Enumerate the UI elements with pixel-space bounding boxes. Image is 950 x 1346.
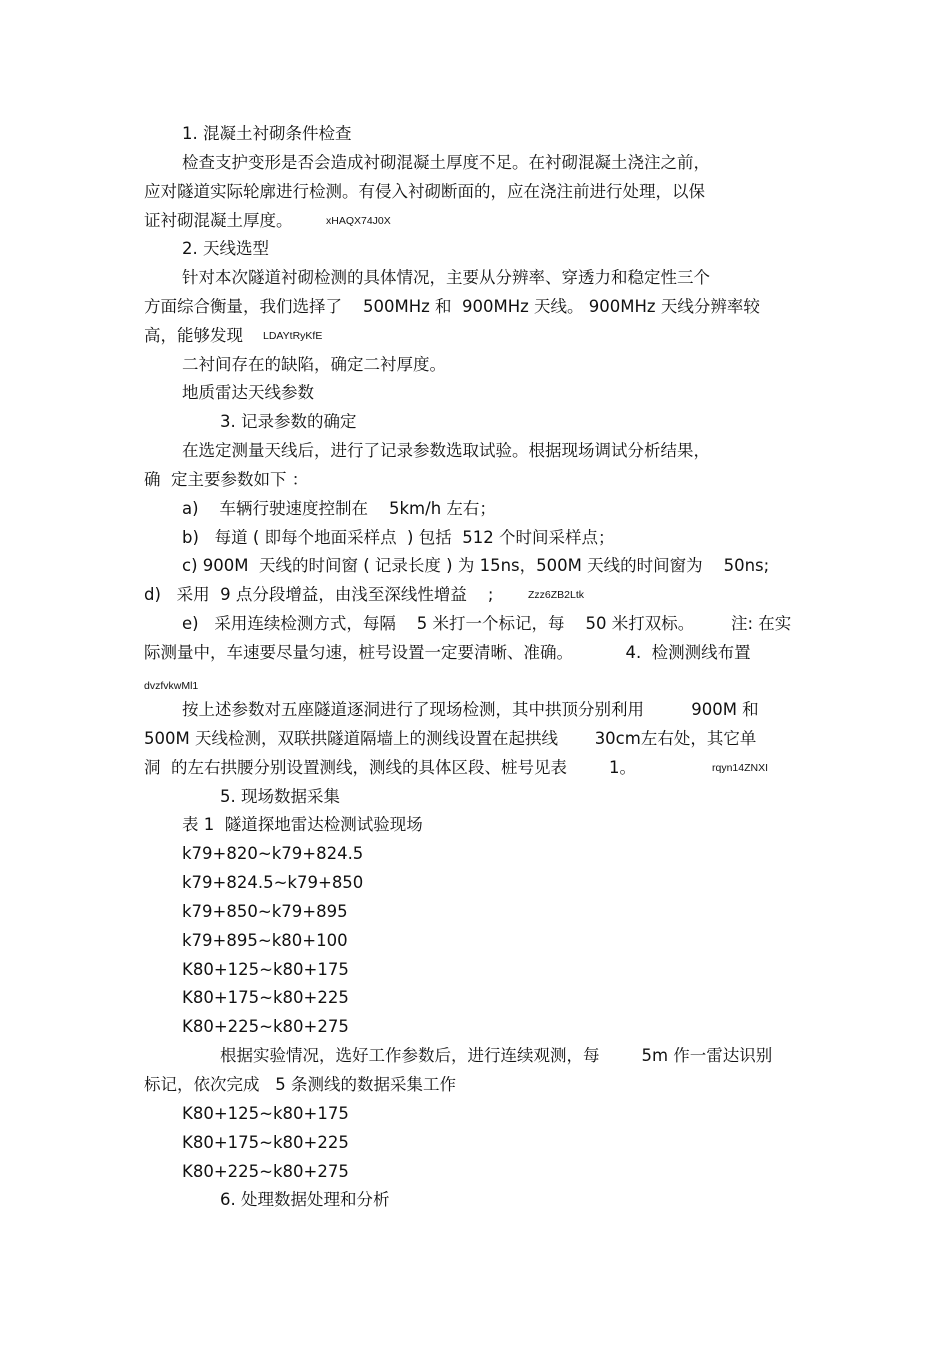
- stake-7: K80+225~k80+275: [182, 1017, 349, 1036]
- item-e-line-2: 际测量中，车速要尽量匀速，桩号设置一定要清晰、准确。 4. 检测测线布置: [144, 643, 751, 662]
- section-4-code: rqyn14ZNXI: [712, 762, 769, 774]
- item-d: d) 采用 9 点分段增益，由浅至深线性增益 ;: [144, 585, 494, 604]
- item-a: a) 车辆行驶速度控制在 5km/h 左右；: [182, 499, 496, 518]
- table-1-title: 表 1 隧道探地雷达检测试验现场: [182, 815, 423, 834]
- stake-8: K80+125~k80+175: [182, 1104, 349, 1123]
- section-2-line-2: 方面综合衡量，我们选择了 500MHz 和 900MHz 天线。 900MHz 天线分辨率较: [144, 297, 760, 316]
- section-6-heading: 6. 处理数据处理和分析: [220, 1190, 390, 1209]
- section-4-line-1: 按上述参数对五座隧道逐洞进行了现场检测，其中拱顶分别利用 900M 和: [182, 700, 759, 719]
- stake-9: K80+175~k80+225: [182, 1133, 349, 1152]
- section-3-line-2: 确 定主要参数如下 ：: [144, 470, 309, 489]
- stake-6: K80+175~k80+225: [182, 988, 349, 1007]
- stake-4: k79+895~k80+100: [182, 931, 348, 950]
- item-b: b) 每道 ( 即每个地面采样点 ) 包括 512 个时间采样点；: [182, 528, 615, 547]
- section-2-heading: 2. 天线选型: [182, 239, 269, 258]
- section-3-line-1: 在选定测量天线后，进行了记录参数选取试验。根据现场调试分析结果，: [182, 441, 710, 460]
- section-4-line-2: 500M 天线检测，双联拱隧道隔墙上的测线设置在起拱线 30cm左右处，其它单: [144, 729, 757, 748]
- section-2-code: LDAYtRyKfE: [263, 330, 323, 342]
- section-5-para-line-2: 标记，依次完成 5 条测线的数据采集工作: [144, 1075, 456, 1094]
- section-3-heading: 3. 记录参数的确定: [220, 412, 357, 431]
- item-c: c) 900M 天线的时间窗 ( 记录长度 ) 为 15ns，500M 天线的时间窗为 50ns;: [182, 556, 770, 575]
- section-1-line-3: 证衬砌混凝土厚度。: [144, 211, 293, 230]
- section-1-line-2: 应对隧道实际轮廓进行检测。有侵入衬砌断面的，应在浇注前进行处理，以保: [144, 182, 705, 201]
- stake-2: k79+824.5~k79+850: [182, 873, 364, 892]
- stake-10: K80+225~k80+275: [182, 1162, 349, 1181]
- section-1-code: xHAQX74J0X: [326, 215, 391, 227]
- stake-1: k79+820~k79+824.5: [182, 844, 364, 863]
- section-2-line-3: 高，能够发现: [144, 326, 243, 345]
- section-1-line-1: 检查支护变形是否会造成衬砌混凝土厚度不足。在衬砌混凝土浇注之前，: [182, 153, 710, 172]
- section-2-line-1: 针对本次隧道衬砌检测的具体情况，主要从分辨率、穿透力和稳定性三个: [182, 268, 710, 287]
- section-1-heading: 1. 混凝土衬砌条件检查: [182, 124, 352, 143]
- section-2-subtitle: 地质雷达天线参数: [182, 383, 314, 402]
- section-5-heading: 5. 现场数据采集: [220, 787, 340, 806]
- stake-3: k79+850~k79+895: [182, 902, 348, 921]
- section-2-line-4: 二衬间存在的缺陷，确定二衬厚度。: [182, 355, 446, 374]
- item-e-line-1: e) 采用连续检测方式，每隔 5 米打一个标记，每 50 米打双标。 注: 在实: [182, 614, 792, 633]
- stake-5: K80+125~k80+175: [182, 960, 349, 979]
- section-4-line-3: 洞 的左右拱腰分别设置测线，测线的具体区段、桩号见表 1。: [144, 758, 636, 777]
- item-e-code: dvzfvkwMl1: [144, 680, 199, 692]
- item-d-code: Zzz6ZB2Ltk: [528, 589, 585, 601]
- section-5-para-line-1: 根据实验情况，选好工作参数后，进行连续观测，每 5m 作一雷达识别: [220, 1046, 773, 1065]
